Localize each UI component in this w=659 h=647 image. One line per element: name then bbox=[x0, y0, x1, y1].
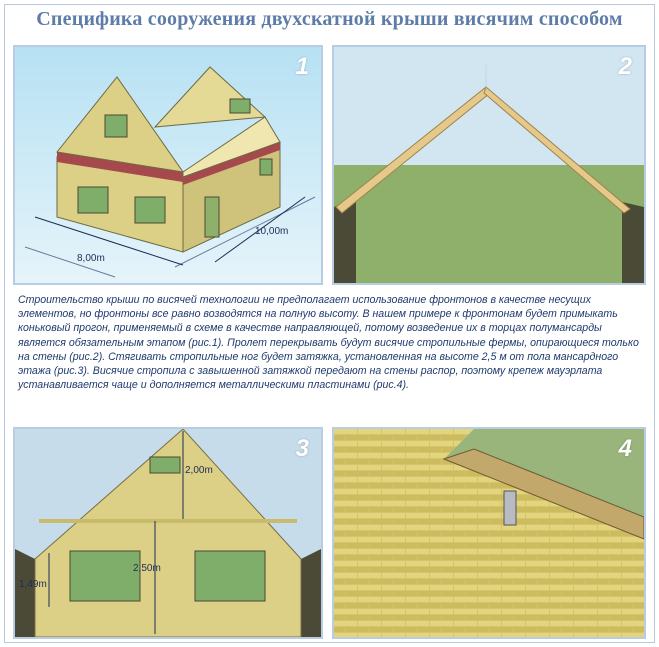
figure-number: 3 bbox=[295, 435, 309, 462]
figure-number: 1 bbox=[295, 53, 309, 80]
dimension-height-top: 2,00m bbox=[185, 465, 213, 476]
dimension-width: 10,00m bbox=[255, 226, 289, 237]
figure-2-truss bbox=[332, 45, 646, 285]
figure-number: 2 bbox=[618, 53, 632, 80]
page-title: Специфика сооружения двухскатной крыши висячим способом bbox=[36, 8, 623, 30]
dimension-window-height: 1,49m bbox=[19, 579, 47, 590]
figure-1-house bbox=[13, 45, 323, 285]
figure-3-gable bbox=[13, 427, 323, 639]
figure-4-wallplate bbox=[332, 427, 646, 639]
dimension-height-total: 2,50m bbox=[133, 563, 161, 574]
dimension-length: 8,00m bbox=[77, 253, 105, 264]
description-text: Строительство крыши по висячей технологии не предполагает использование фронтонов в качестве несущих элементов, но фронтоны все равно возводятся на полную высоту. В нашем примере к фронтонам будет примыкать коньковый прогон, применяемый в схеме в качестве направляющей, потому возведение их в торцах полумансарды является обязательным этапом (рис.1). Пролет перекрывать будут висячие стропильные фермы, опирающиеся только на стены (рис.2). Стягивать стропильные ног будет затяжка, установленная на высоте 2,5 м от пола мансардного этажа (рис.3). Висячие стропила с завышенной затяжкой передают на стены распор, поэтому крепеж мауэрлата устанавливается чаще и дополняется металлическими пластинами (рис.4). bbox=[18, 294, 639, 392]
figure-number: 4 bbox=[618, 435, 632, 462]
